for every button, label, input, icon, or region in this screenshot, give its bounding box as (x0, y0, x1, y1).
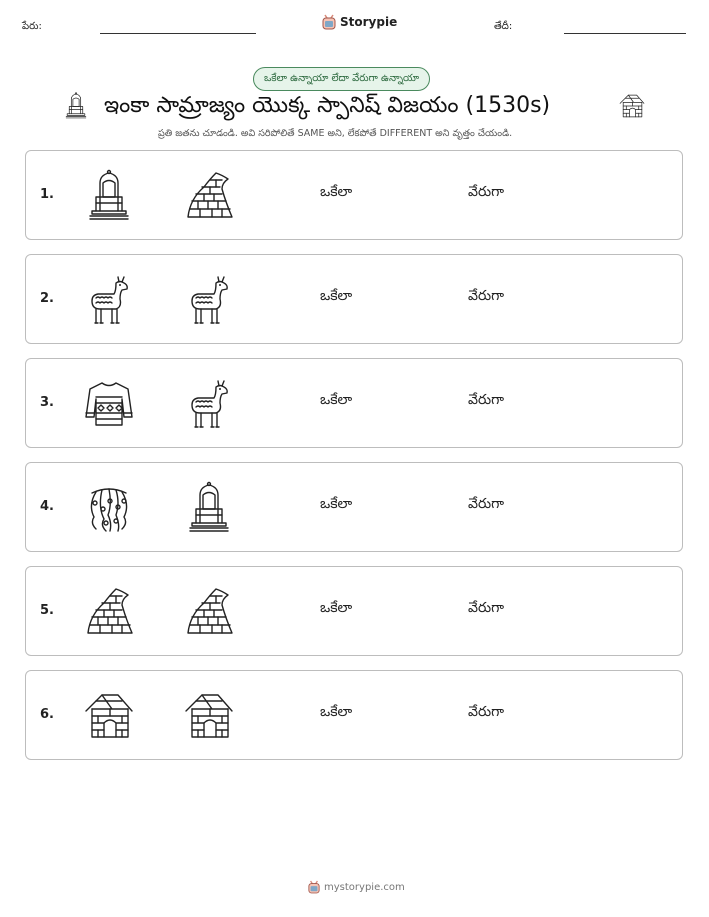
question-row (25, 358, 683, 448)
throne-icon (182, 481, 236, 535)
same-option[interactable]: ఒకేలా (320, 392, 353, 408)
page-title: ఇంకా సామ్రాజ్యం యొక్క స్పానిష్ విజయం (1530s) (104, 93, 551, 118)
brand-logo (322, 14, 397, 30)
different-option[interactable]: వేరుగా (468, 496, 504, 512)
throne-icon (62, 92, 90, 120)
llama-icon (182, 377, 236, 431)
question-row (25, 462, 683, 552)
date-line[interactable] (564, 33, 686, 34)
footer-url: mystorypie.com (324, 881, 405, 893)
question-number: 1. (40, 187, 54, 202)
storypie-mascot-icon (322, 14, 336, 30)
same-option[interactable]: ఒకేలా (320, 600, 353, 616)
llama-icon (182, 273, 236, 327)
different-option[interactable]: వేరుగా (468, 704, 504, 720)
same-option[interactable]: ఒకేలా (320, 184, 353, 200)
stone-house-icon (82, 689, 136, 743)
question-number: 5. (40, 603, 54, 618)
date-label: తేదీ: (494, 21, 513, 32)
different-option[interactable]: వేరుగా (468, 392, 504, 408)
question-row (25, 670, 683, 760)
stone-wall-icon (82, 585, 136, 639)
different-option[interactable]: వేరుగా (468, 184, 504, 200)
question-row (25, 254, 683, 344)
instructions: ప్రతి జతను చూడండి. అవి సరిపోలితే SAME అని, లేకపోతే DIFFERENT అని వృత్తం చేయండి. (158, 128, 513, 139)
same-option[interactable]: ఒకేలా (320, 704, 353, 720)
question-number: 4. (40, 499, 54, 514)
question-number: 3. (40, 395, 54, 410)
different-option[interactable]: వేరుగా (468, 288, 504, 304)
name-line[interactable] (100, 33, 256, 34)
question-row (25, 566, 683, 656)
llama-icon (82, 273, 136, 327)
stone-house-icon (618, 92, 646, 120)
stone-wall-icon (182, 585, 236, 639)
question-number: 2. (40, 291, 54, 306)
stone-wall-icon (182, 169, 236, 223)
worksheet-type-badge: ఒకేలా ఉన్నాయా లేదా వేరుగా ఉన్నాయా (253, 67, 430, 91)
same-option[interactable]: ఒకేలా (320, 496, 353, 512)
storypie-mascot-icon (308, 880, 320, 894)
same-option[interactable]: ఒకేలా (320, 288, 353, 304)
brand-name: Storypie (340, 15, 398, 29)
quipu-icon (82, 481, 136, 535)
stone-house-icon (182, 689, 236, 743)
question-row (25, 150, 683, 240)
throne-icon (82, 169, 136, 223)
question-number: 6. (40, 707, 54, 722)
footer (308, 880, 405, 894)
name-label: పేరు: (22, 21, 42, 32)
different-option[interactable]: వేరుగా (468, 600, 504, 616)
sweater-icon (82, 377, 136, 431)
